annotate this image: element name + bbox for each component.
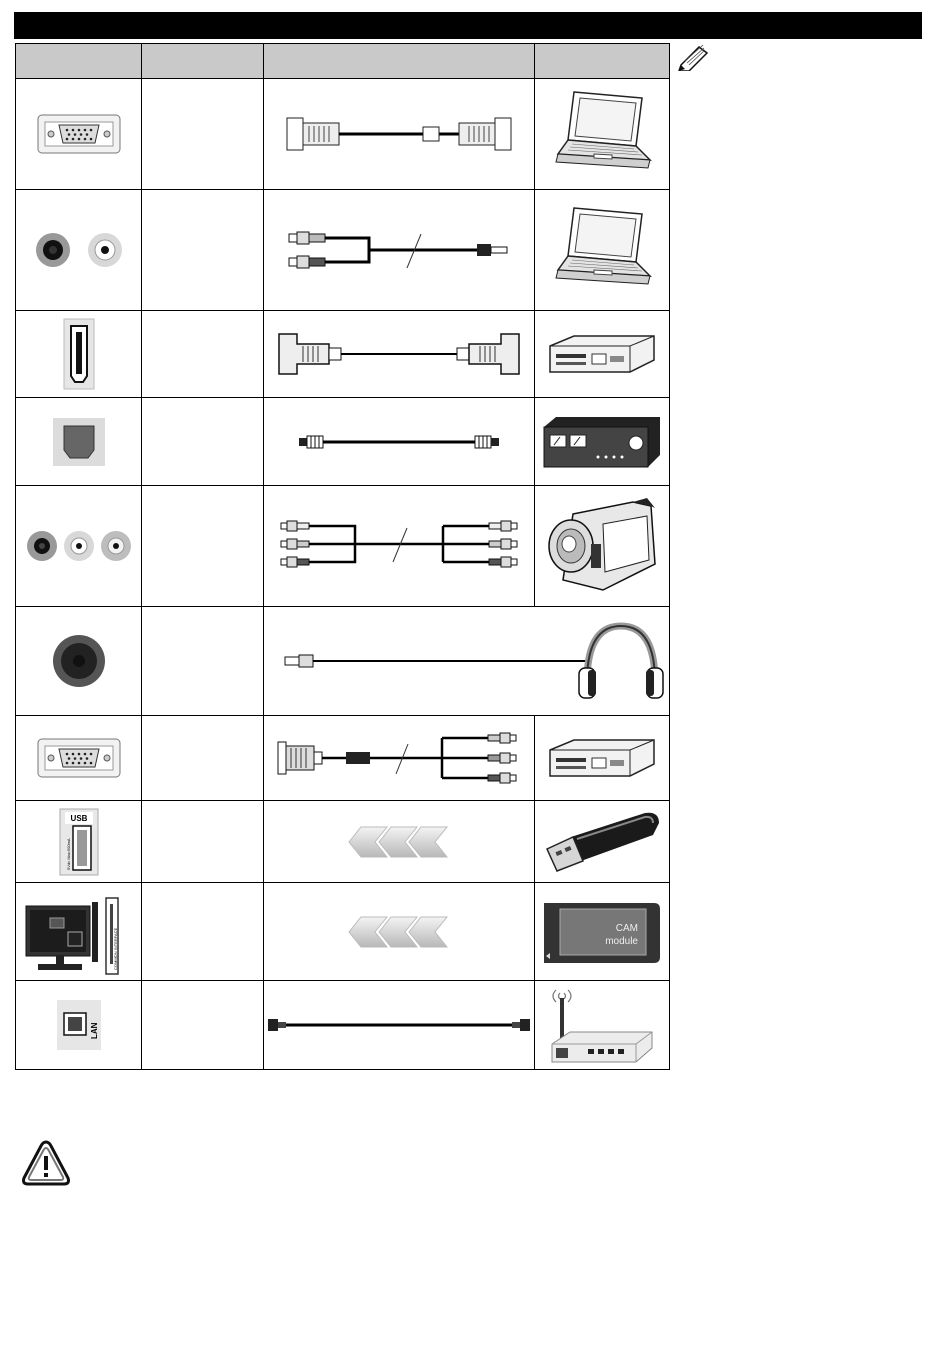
- usb-port-icon: [16, 801, 142, 883]
- headphone-jack-icon: [16, 607, 142, 716]
- table-row: [16, 801, 670, 883]
- vga-port-icon: [16, 79, 142, 190]
- table-row: [16, 190, 670, 311]
- dvd-player-icon: [535, 716, 670, 801]
- headphone-cable-icon: [264, 607, 670, 716]
- table-row: [16, 883, 670, 981]
- rca-to-minijack-cable-icon: [264, 190, 535, 311]
- type-cell: [142, 607, 264, 716]
- ethernet-cable-icon: [264, 981, 535, 1070]
- hdmi-cable-icon: [264, 311, 535, 398]
- table-row: [16, 79, 670, 190]
- hdmi-port-icon: [16, 311, 142, 398]
- usb-port-label: USB: [70, 813, 87, 823]
- table-row: [16, 311, 670, 398]
- cam-label-line2: module: [605, 935, 638, 947]
- audio-rca-ports-icon: [16, 190, 142, 311]
- type-cell: [142, 486, 264, 607]
- cam-module-icon: [535, 883, 670, 981]
- dvd-player-icon: [535, 311, 670, 398]
- warning-triangle-icon: [20, 1138, 72, 1188]
- laptop-icon: [535, 79, 670, 190]
- table-row: [16, 607, 670, 716]
- av-rca-cable-icon: [264, 486, 535, 607]
- type-cell: [142, 79, 264, 190]
- header-device: [535, 44, 670, 79]
- table-row: [16, 716, 670, 801]
- header-cables: [264, 44, 535, 79]
- composite-av-ports-icon: [16, 486, 142, 607]
- lan-port-icon: [16, 981, 142, 1070]
- usb-stick-icon: [535, 801, 670, 883]
- insert-arrows-icon: [264, 883, 535, 981]
- table-row: [16, 981, 670, 1070]
- laptop-icon: [535, 190, 670, 311]
- vga-cable-icon: [264, 79, 535, 190]
- table-row: [16, 398, 670, 486]
- vga-port-icon: [16, 716, 142, 801]
- section-title-bar: [14, 12, 922, 39]
- type-cell: [142, 716, 264, 801]
- type-cell: [142, 311, 264, 398]
- camcorder-icon: [535, 486, 670, 607]
- router-icon: [535, 981, 670, 1070]
- type-cell: [142, 398, 264, 486]
- type-cell: [142, 801, 264, 883]
- type-cell: [142, 190, 264, 311]
- audio-amplifier-icon: [535, 398, 670, 486]
- connection-table: [15, 43, 670, 1070]
- pencil-note-icon: [677, 45, 711, 71]
- usb-rating-label: 5Vdc Max:500mA: [65, 837, 71, 870]
- optical-cable-icon: [264, 398, 535, 486]
- lan-port-label: LAN: [89, 1022, 99, 1039]
- ci-slot-tv-icon: [16, 883, 142, 981]
- table-row: [16, 486, 670, 607]
- vga-to-rca-cable-icon: [264, 716, 535, 801]
- header-type: [142, 44, 264, 79]
- type-cell: [142, 981, 264, 1070]
- table-header-row: [16, 44, 670, 79]
- ci-slot-label: COMMON INTERFACE: [112, 927, 118, 970]
- header-connector: [16, 44, 142, 79]
- insert-arrows-icon: [264, 801, 535, 883]
- cam-label-line1: CAM: [615, 922, 638, 934]
- optical-spdif-port-icon: [16, 398, 142, 486]
- type-cell: [142, 883, 264, 981]
